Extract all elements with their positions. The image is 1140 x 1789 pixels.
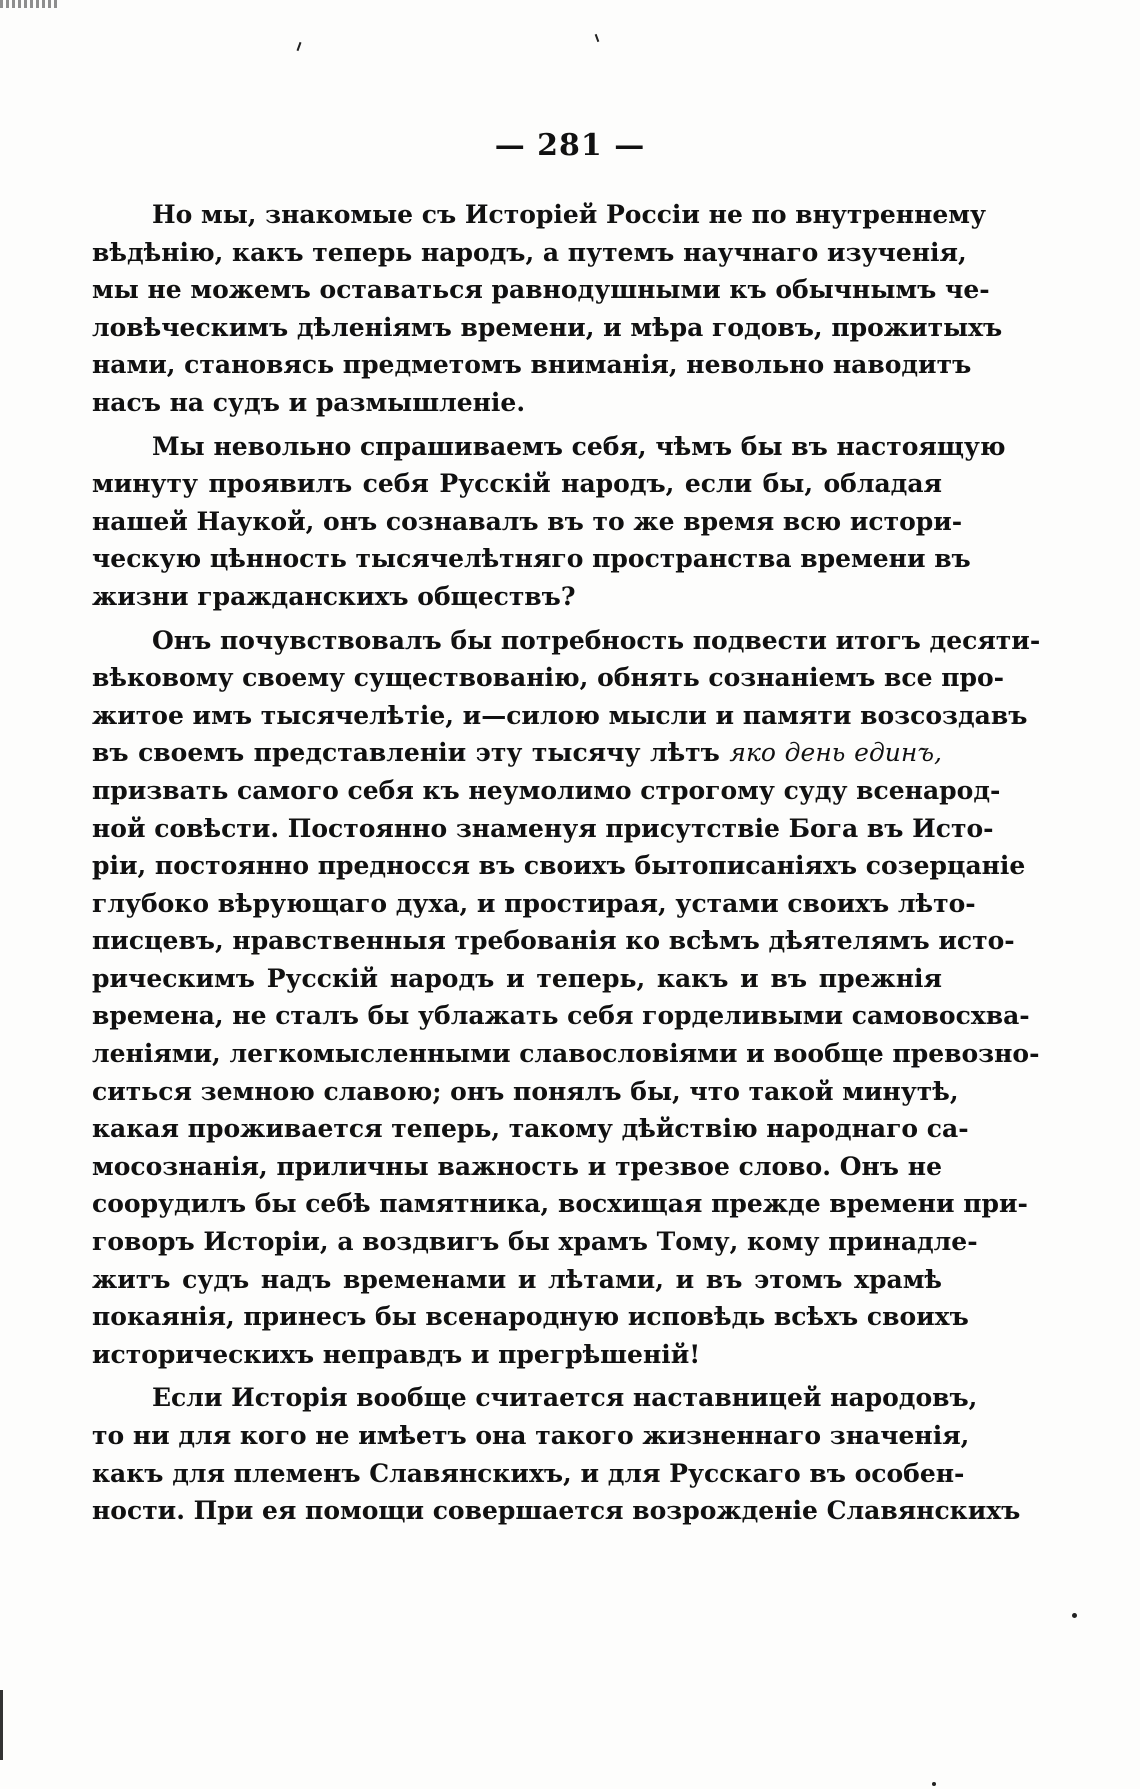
- text-line: призвать самого себя къ неумолимо строгому суду всенарод-: [92, 775, 1001, 805]
- text-line: леніями, легкомысленными славословіями и вообще превозно-: [92, 1039, 1040, 1069]
- scan-speck: [932, 1782, 936, 1786]
- body-text: [92, 196, 1041, 1536]
- text-line: Мы невольно спрашиваемъ себя, чѣмъ бы въ настоящую: [152, 431, 1006, 461]
- text-line: ности. При ея помощи совершается возрожденіе Славянскихъ: [92, 1496, 1021, 1526]
- text-line: покаянія, принесъ бы всенародную исповѣдь всѣхъ своихъ: [92, 1302, 969, 1332]
- text-line: насъ на судъ и размышленіе.: [92, 387, 526, 417]
- text-fragment: въ своемъ представленіи эту тысячу лѣтъ: [92, 738, 720, 768]
- italic-phrase: яко день единъ,: [729, 738, 942, 768]
- scan-artifact-edge: [0, 1690, 3, 1760]
- scan-speck: [595, 34, 600, 42]
- text-line: писцевъ, нравственныя требованія ко всѣмъ дѣятелямъ исто-: [92, 926, 1015, 956]
- text-line: Онъ почувствовалъ бы потребность подвести итогъ десяти-: [152, 625, 1041, 655]
- text-line: глубоко вѣрующаго духа, и простирая, устами своихъ лѣто-: [92, 888, 976, 918]
- text-line: ческую цѣнность тысячелѣтняго пространства времени въ: [92, 544, 971, 574]
- text-line: житое имъ тысячелѣтіе, и—силою мысли и памяти возсоздавъ: [92, 700, 1028, 730]
- text-line: какъ для племенъ Славянскихъ, и для Русскаго въ особен-: [92, 1458, 965, 1488]
- text-line: историческихъ неправдъ и прегрѣшеній!: [92, 1339, 701, 1369]
- text-line: времена, не сталъ бы ублажать себя горделивыми самовосхва-: [92, 1001, 1030, 1031]
- text-line: ловѣческимъ дѣленіямъ времени, и мѣра годовъ, прожитыхъ: [92, 312, 1003, 342]
- text-line: мы не можемъ оставаться равнодушными къ обычнымъ че-: [92, 275, 990, 305]
- text-line: Но мы, знакомые съ Исторіей Россіи не по внутреннему: [152, 200, 987, 229]
- scan-artifact-corner: [0, 0, 60, 8]
- text-line: рическимъ Русскій народъ и теперь, какъ и въ прежнія: [92, 963, 942, 993]
- text-line: нашей Наукой, онъ сознавалъ въ то же время всю истори-: [92, 506, 963, 536]
- text-line: ной совѣсти. Постоянно знаменуя присутствіе Бога въ Исто-: [92, 813, 994, 843]
- paragraph-2: [92, 428, 1006, 616]
- text-line: Если Исторія вообще считается наставницей народовъ,: [152, 1383, 978, 1413]
- text-line: говоръ Исторіи, а воздвигъ бы храмъ Тому, кому принадле-: [92, 1227, 978, 1257]
- text-line: вѣдѣнію, какъ теперь народъ, а путемъ научнаго изученія,: [92, 237, 967, 267]
- scan-speck: [1072, 1613, 1077, 1618]
- text-line: вѣковому своему существованію, обнять сознаніемъ все про-: [92, 663, 1005, 693]
- scan-speck: [297, 42, 302, 51]
- page-number: — 281 —: [494, 128, 646, 163]
- paragraph-3: [92, 622, 1041, 1374]
- text-line: соорудилъ бы себѣ памятника, восхищая прежде времени при-: [92, 1189, 1028, 1219]
- paragraph-4: [92, 1379, 1021, 1529]
- text-line: ріи, постоянно предносся въ своихъ бытописаніяхъ созерцаніе: [92, 851, 1026, 881]
- text-line: минуту проявилъ себя Русскій народъ, если бы, обладая: [92, 469, 942, 499]
- text-line: какая проживается теперь, такому дѣйствію народнаго са-: [92, 1114, 969, 1144]
- text-line: мосознанія, приличны важность и трезвое слово. Онъ не: [92, 1151, 942, 1181]
- text-line: ситься земною славою; онъ понялъ бы, что такой минутѣ,: [92, 1076, 959, 1106]
- text-line: жизни гражданскихъ обществъ?: [92, 581, 576, 611]
- text-line-with-italic: [92, 734, 942, 772]
- text-line: нами, становясь предметомъ вниманія, невольно наводитъ: [92, 350, 972, 380]
- text-line: то ни для кого не имѣетъ она такого жизненнаго значенія,: [92, 1421, 970, 1450]
- paragraph-1: [92, 196, 1003, 422]
- text-line: житъ судъ надъ временами и лѣтами, и въ этомъ храмѣ: [92, 1264, 942, 1294]
